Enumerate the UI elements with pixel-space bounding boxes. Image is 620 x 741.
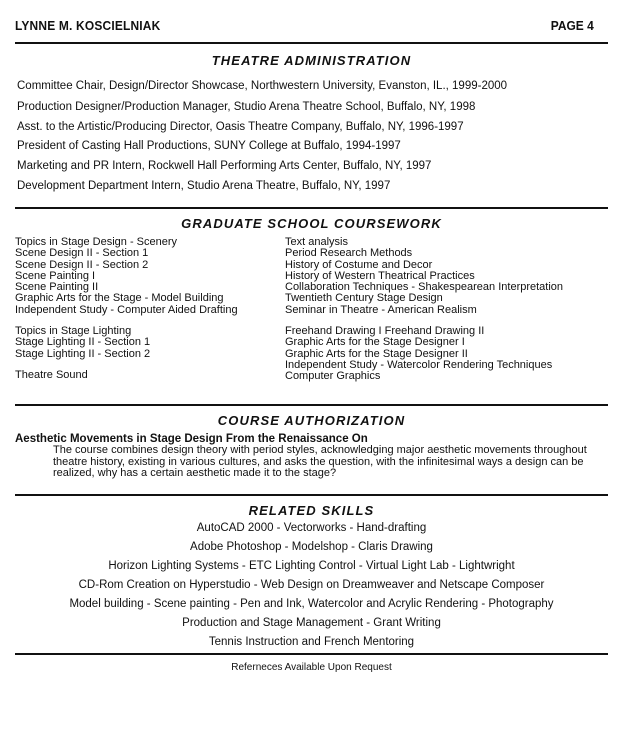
section-title-theatre-administration: THEATRE ADMINISTRATION: [211, 53, 412, 68]
section-title-course-authorization: COURSE AUTHORIZATION: [217, 413, 406, 428]
skill-line: Adobe Photoshop - Modelshop - Claris Drawing: [190, 541, 433, 553]
course-item: Stage Lighting II - Section 1: [15, 336, 151, 349]
divider: [15, 207, 608, 209]
divider: [15, 494, 608, 496]
skill-line: AutoCAD 2000 - Vectorworks - Hand-drafting: [196, 522, 427, 534]
course-item: Twentieth Century Stage Design: [285, 292, 443, 305]
skill-line: Model building - Scene painting - Pen and Ink, Watercolor and Acrylic Rendering - Photography: [69, 598, 554, 610]
course-item: Computer Graphics: [285, 370, 381, 383]
admin-item: Production Designer/Production Manager, Studio Arena Theatre School, Buffalo, NY, 1998: [17, 101, 476, 113]
admin-item: Asst. to the Artistic/Producing Director, Oasis Theatre Company, Buffalo, NY, 1996-1997: [17, 121, 464, 133]
course-item: Freehand Drawing I Freehand Drawing II: [285, 325, 485, 338]
section-title-coursework: GRADUATE SCHOOL COURSEWORK: [181, 216, 442, 231]
course-item: Period Research Methods: [285, 247, 413, 260]
skill-line: Tennis Instruction and French Mentoring: [208, 636, 415, 648]
course-item: History of Costume and Decor: [285, 258, 433, 271]
header-name: LYNNE M. KOSCIELNIAK: [15, 18, 161, 33]
course-item: Topics in Stage Lighting: [15, 325, 132, 338]
course-item: Graphic Arts for the Stage Designer II: [285, 347, 468, 360]
course-item: Graphic Arts for the Stage - Model Building: [15, 292, 224, 305]
coursework-left-column: [15, 237, 238, 381]
admin-item: Committee Chair, Design/Director Showcase, Northwestern University, Evanston, IL., 1999-2000: [17, 80, 508, 92]
course-item: Independent Study - Watercolor Rendering Techniques: [285, 358, 553, 371]
course-item: History of Western Theatrical Practices: [285, 269, 475, 282]
course-item: Topics in Stage Design - Scenery: [15, 236, 178, 248]
authorization-description: The course combines design theory with period styles, acknowledging major aesthetic movements throughout theatre history, existing in various cultures, and asks the question, with the infinitesimal ways a design can be realized, why has a certain aesthetic made it to the stage?: [53, 444, 587, 480]
skill-line: Horizon Lighting Systems - ETC Lighting Control - Virtual Light Lab - Lightwright: [108, 560, 515, 572]
course-item: Scene Painting I: [15, 269, 96, 282]
admin-item: Development Department Intern, Studio Arena Theatre, Buffalo, NY, 1997: [17, 180, 391, 192]
course-item: Seminar in Theatre - American Realism: [285, 303, 477, 316]
course-item: Graphic Arts for the Stage Designer I: [285, 336, 465, 349]
course-item: Scene Painting II: [15, 281, 99, 294]
divider: [15, 42, 608, 44]
course-item: Text analysis: [285, 236, 348, 248]
section-title-related-skills: RELATED SKILLS: [248, 503, 375, 518]
skill-line: CD-Rom Creation on Hyperstudio - Web Design on Dreamweaver and Netscape Composer: [78, 579, 545, 591]
admin-item: President of Casting Hall Productions, SUNY College at Buffalo, 1994-1997: [17, 140, 401, 152]
divider: [15, 404, 608, 406]
course-item: Independent Study - Computer Aided Drafting: [15, 303, 238, 316]
admin-item: Marketing and PR Intern, Rockwell Hall Performing Arts Center, Buffalo, NY, 1997: [17, 160, 432, 172]
skill-line: Production and Stage Management - Grant Writing: [182, 617, 441, 629]
course-item: Stage Lighting II - Section 2: [15, 347, 151, 360]
course-item: Collaboration Techniques - Shakespearean Interpretation: [285, 281, 564, 294]
course-item: Theatre Sound: [15, 368, 88, 381]
course-item: Scene Design II - Section 2: [15, 258, 149, 271]
course-item: Scene Design II - Section 1: [15, 247, 149, 260]
references-note: Referneces Available Upon Request: [231, 662, 392, 673]
authorization-course-title: Aesthetic Movements in Stage Design From the Renaissance On: [15, 433, 368, 445]
divider: [15, 653, 608, 655]
header-page-number: PAGE 4: [551, 18, 594, 33]
coursework-right-column: [285, 237, 563, 383]
